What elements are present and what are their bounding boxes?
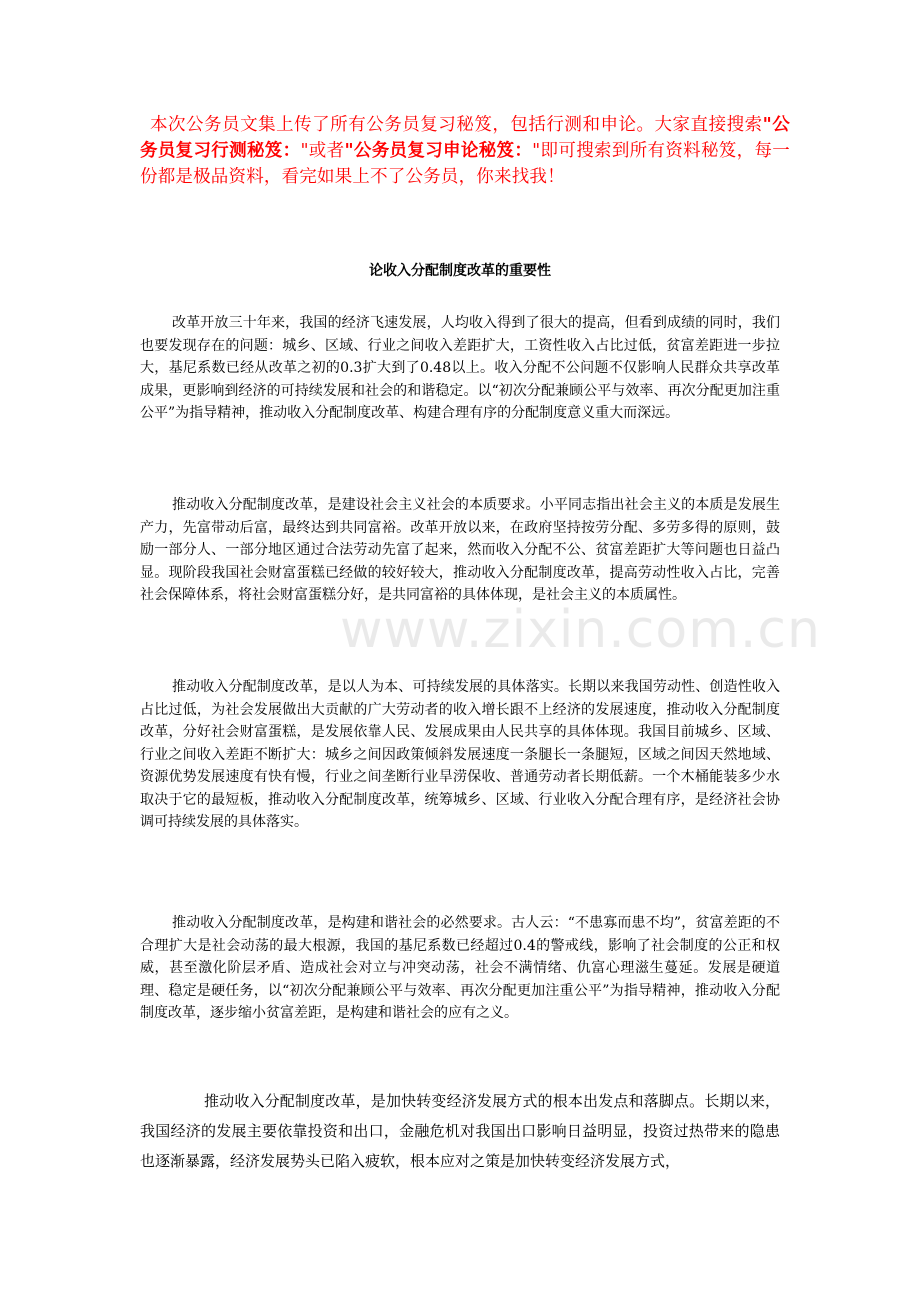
article-title: 论收入分配制度改革的重要性 xyxy=(369,263,551,279)
notice-text-1: 本次公务员文集上传了所有公务员复习秘笈，包括行测和申论。大家直接搜索 xyxy=(150,115,763,135)
article-paragraph-3: 推动收入分配制度改革，是以人为本、可持续发展的具体落实。长期以来我国劳动性、创造性收入占比过低，为社会发展做出大贡献的广大劳动者的收入增长跟不上经济的发展速度，推动收入分配制度改革，分好社会财富蛋糕，是发展依靠人民、发展成果由人民共享的具体体现。我国目前城乡、区域、行业之间收入差距不断扩大：城乡之间因政策倾斜发展速度一条腿长一条腿短，区域之间因天然地域、资源优势发展速度有快有慢，行业之间垄断行业旱涝保收、普通劳动者长期低薪。一个木桶能装多少水取决于它的最短板，推动收入分配制度改革，统筹城乡、区域、行业收入分配合理有序，是经济社会协调可持续发展的具体落实。 xyxy=(140,679,780,830)
article-paragraph-4: 推动收入分配制度改革，是构建和谐社会的必然要求。古人云：“不患寡而患不均”，贫富差距的不合理扩大是社会动荡的最大根源，我国的基尼系数已经超过0.4的警戒线，影响了社会制度的公正和权威，甚至激化阶层矛盾、造成社会对立与冲突动荡，社会不满情绪、仇富心理滋生蔓延。发展是硬道理、稳定是硬任务，以“初次分配兼顾公平与效率、再次分配更加注重公平”为指导精神，推动收入分配制度改革，逐步缩小贫富差距，是构建和谐社会的应有之义。 xyxy=(140,915,780,1021)
notice-keyword-1: "公务员复习行测秘笈： xyxy=(140,115,790,161)
article-paragraph-2: 推动收入分配制度改革，是建设社会主义社会的本质要求。小平同志指出社会主义的本质是发展生产力，先富带动后富，最终达到共同富裕。改革开放以来，在政府坚持按劳分配、多劳多得的原则，鼓励一部分人、一部分地区通过合法劳动先富了起来，然而收入分配不公、贫富差距扩大等问题也日益凸显。现阶段我国社会财富蛋糕已经做的较好较大，推动收入分配制度改革，提高劳动性收入占比，完善社会保障体系，将社会财富蛋糕分好，是共同富裕的具体体现，是社会主义的本质属性。 xyxy=(140,497,780,603)
article-paragraph-5: 推动收入分配制度改革，是加快转变经济发展方式的根本出发点和落脚点。长期以来，我国经济的发展主要依靠投资和出口，金融危机对我国出口影响日益明显，投资过热带来的隐患也逐渐暴露，经济发展势头已陷入疲软，根本应对之策是加快转变经济发展方式， xyxy=(140,1092,780,1170)
notice-keyword-2: "公务员复习申论秘笈： xyxy=(344,141,533,161)
article-paragraph-1: 改革开放三十年来，我国的经济飞速发展，人均收入得到了很大的提高，但看到成绩的同时，我们也要发现存在的问题：城乡、区域、行业之间收入差距扩大，工资性收入占比过低，贫富差距进一步拉大，基尼系数已经从改革之初的0.3扩大到了0.48以上。收入分配不公问题不仅影响人民群众共享改革成果，更影响到经济的可持续发展和社会的和谐稳定。以“初次分配兼顾公平与效率、再次分配更加注重公平”为指导精神，推动收入分配制度改革、构建合理有序的分配制度意义重大而深远。 xyxy=(140,315,780,421)
notice-text-3: "即可搜索到所有资料秘笈，每一份都是极品资料，看完如果上不了公务员，你来找我！ xyxy=(140,141,790,187)
promo-notice xyxy=(140,112,790,190)
watermark: www.zixin.com.cn xyxy=(340,600,821,660)
notice-text-2: "或者 xyxy=(300,141,345,161)
